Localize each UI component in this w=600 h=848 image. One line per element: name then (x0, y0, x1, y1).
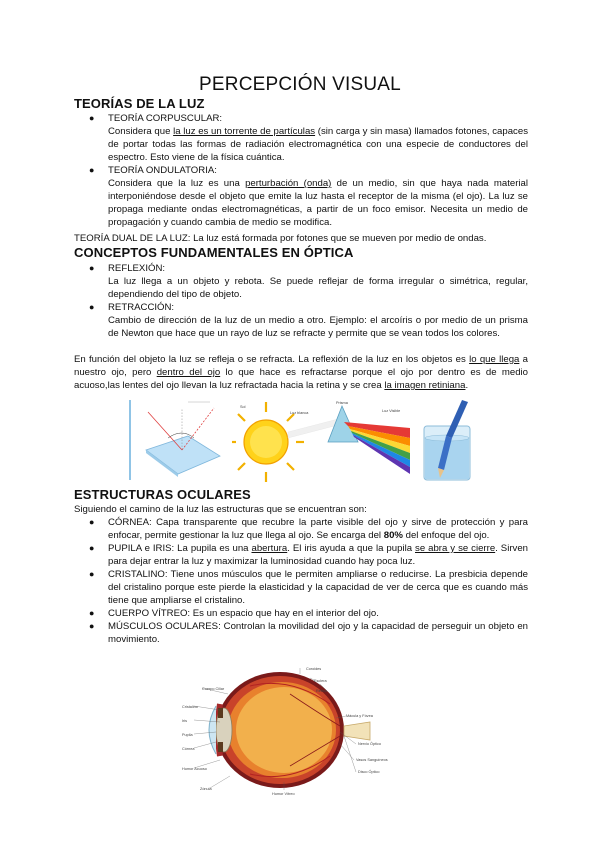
bullet-icon: ● (89, 569, 95, 579)
reflexion-heading: REFLEXIÓN: (108, 263, 166, 274)
ondulatoria-heading: TEORÍA ONDULATORIA: (108, 165, 217, 176)
underlined-phrase: perturbación (onda) (245, 178, 332, 189)
bullet-icon: ● (89, 621, 95, 631)
label-disco: Disco Óptico (358, 770, 380, 774)
bullet-icon: ● (89, 113, 95, 123)
reflexion-text: La luz llega a un objeto y rebota. Se puede reflejar de forma irregular o simétrica, regular, dependiendo del tipo de objeto. (108, 276, 528, 300)
label-retina: Retina (316, 689, 327, 693)
cristalino-text: CRISTALINO: Tiene unos músculos que le permiten ampliarse o reducirse. La presbicia depende del cristalino porque este pierde la elasticidad y la capacidad de ver de cerca que es cuando más tiene que ampliarse el cristalino. (108, 569, 528, 606)
label-humor-vitreo: Humor Vítreo (272, 792, 295, 796)
cornea-text: CÓRNEA: Capa transparente que recubre la parte visible del ojo y sirve de protección y para enfocar, permite gestionar la luz que llega al ojo. Se encarga del 80% del enfoque del ojo. (108, 517, 528, 541)
label-prisma: Prisma (336, 401, 348, 405)
sun-icon (244, 420, 288, 464)
retraccion-text: Cambio de dirección de la luz de un medio a otro. Ejemplo: el arcoíris o por medio de un prisma de Newton que hace que un rayo de luz se refracte y permite que se vean todos los colores. (108, 315, 528, 339)
label-esclera: Esclera (314, 679, 327, 683)
label-coroides: Coroides (306, 667, 322, 671)
label-zonula: Zónula (200, 787, 212, 791)
label-humor-acuoso: Humor Acuoso (182, 767, 207, 771)
bullet-icon: ● (89, 263, 95, 273)
corpuscular-text: Considera que la luz es un torrente de partículas (sin carga y sin masa) llamados fotones, capaces de portar todas las formas de radiación electromagnética con una especie de conductores del espectro. Esto viene de la física cuántica. (108, 126, 528, 163)
eye-anatomy-diagram (180, 664, 450, 798)
retraccion-heading: RETRACCIÓN: (108, 302, 175, 313)
label-luz-blanca: Luz blanca (290, 411, 309, 415)
corpuscular-heading: TEORÍA CORPUSCULAR: (108, 113, 223, 124)
page-title: PERCEPCIÓN VISUAL (199, 74, 401, 95)
underlined-phrase: la imagen retiniana (384, 380, 466, 391)
underlined-phrase: se abra y se cierre (415, 543, 496, 554)
label-iris: Iris (182, 719, 188, 723)
underlined-phrase: abertura (251, 543, 288, 554)
estructuras-intro: Siguiendo el camino de la luz las estructuras que se encuentran son: (74, 504, 367, 515)
bullet-icon: ● (89, 302, 95, 312)
bullet-icon: ● (89, 608, 95, 618)
pupila-text: PUPILA e IRIS: La pupila es una abertura. El iris ayuda a que la pupila se abra y se cierre. Sirven para dejar entrar la luz y maximizar la luminosidad cuando hay poca luz. (108, 543, 529, 567)
funcion-paragraph: En función del objeto la luz se refleja o se refracta. La reflexión de la luz en los objetos es lo que llega a nuestro ojo, pero dentro del ojo lo que hace es refractarse porque el ojo por dentro es de medio acuoso,las lentes del ojo llevan la luz refractada hacia la retina y se crea la imagen retiniana. (74, 354, 529, 391)
section-heading-conceptos: CONCEPTOS FUNDAMENTALES EN ÓPTICA (74, 245, 354, 260)
teoria-dual-text: TEORÍA DUAL DE LA LUZ: La luz está formada por fotones que se mueven por medio de ondas. (74, 233, 487, 244)
label-cuerpo-ciliar: Cuerpo Ciliar (202, 687, 225, 691)
reflection-illustration (128, 398, 226, 482)
label-sol: Sol (240, 405, 246, 409)
ondulatoria-text: Considera que la luz es una perturbación (onda) de un medio, sin que haya nada material interponiéndose desde el objeto que emite la luz hasta el receptor de la misma (el ojo). La luz se propaga mediante ondas electromagnéticas, a partir de un foco emisor. Necesita un medio de propagación y cuando cambia de medio se modifica. (108, 178, 528, 228)
label-pupila: Pupila (182, 733, 193, 737)
underlined-phrase: lo que llega (469, 354, 520, 365)
label-luz-visible: Luz Visible (382, 409, 401, 413)
label-macula: Mácula y Fóvea (346, 714, 373, 718)
sun-prism-illustration (232, 398, 410, 482)
label-vasos: Vasos Sanguíneos (356, 758, 388, 762)
bullet-icon: ● (89, 543, 95, 553)
underlined-phrase: la luz es un torrente de partículas (173, 126, 316, 137)
section-heading-teorias: TEORÍAS DE LA LUZ (74, 96, 205, 111)
label-cristalino: Cristalino (182, 705, 198, 709)
underlined-phrase: dentro del ojo (156, 367, 221, 378)
label-nervio-optico: Nervio Óptico (358, 742, 382, 746)
section-heading-estructuras: ESTRUCTURAS OCULARES (74, 487, 251, 502)
bullet-icon: ● (89, 517, 95, 527)
bullet-icon: ● (89, 165, 95, 175)
musculos-text: MÚSCULOS OCULARES: Controlan la movilidad del ojo y la capacidad de perseguir un objeto en movimiento. (108, 621, 528, 645)
refraction-glass-illustration (416, 398, 480, 482)
cuerpo-vitreo-text: CUERPO VÍTREO: Es un espacio que hay en el interior del ojo. (108, 608, 379, 619)
label-cornea: Córnea (182, 747, 195, 751)
